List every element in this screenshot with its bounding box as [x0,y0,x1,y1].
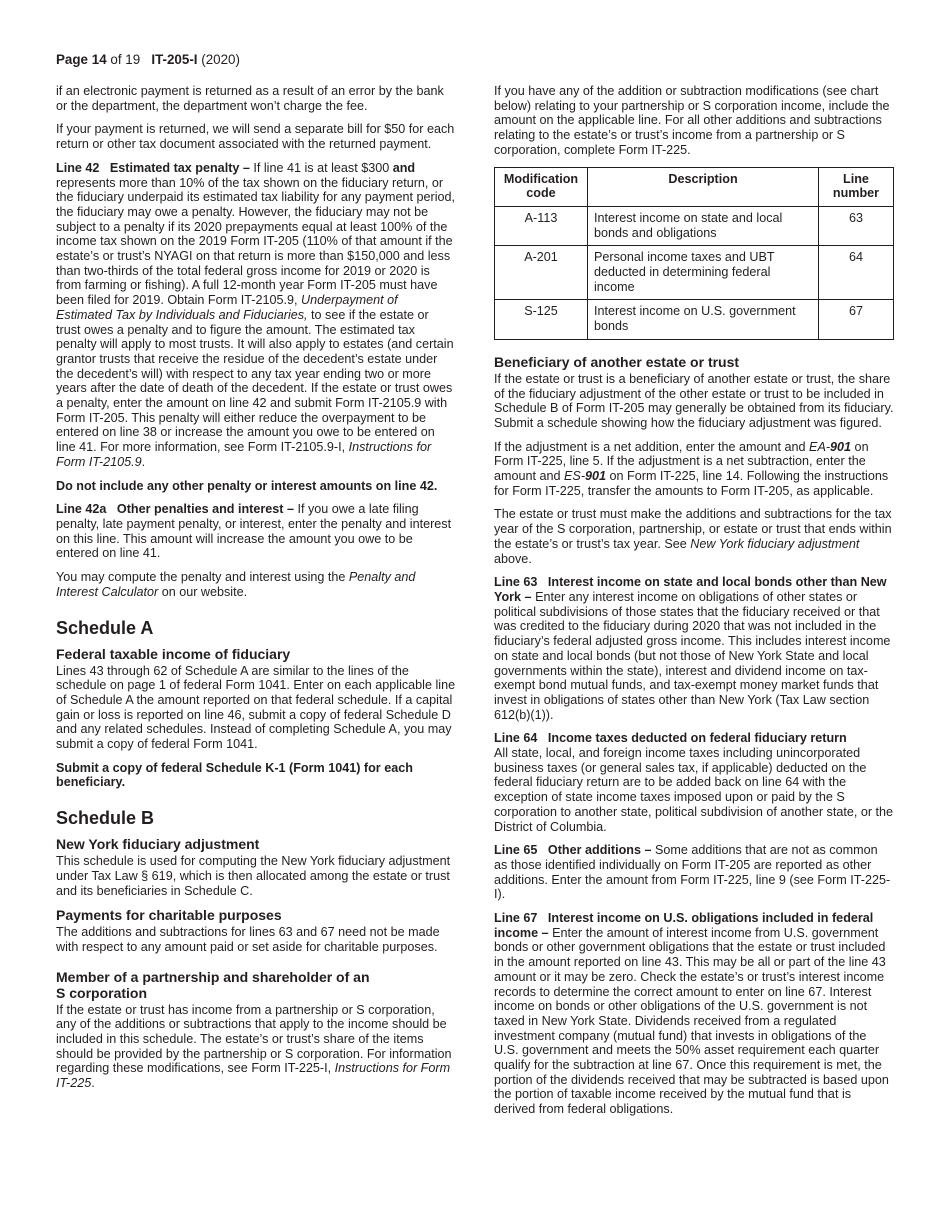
mod-line: 63 [819,206,894,245]
mod-code: S-125 [495,300,588,339]
doc-title: Underpayment of Estimated Tax by Individuals and Fiduciaries, [56,293,398,322]
text: . [141,454,146,469]
cross-reference: New York fiduciary adjustment [690,536,860,551]
line-title: Other additions – [547,843,652,858]
line-64-paragraph [494,731,894,834]
line-label: Line 42 [56,160,100,175]
schedule-a-heading: Schedule A [56,617,154,638]
text: The estate or trust must make the additions and subtractions for the tax year of the S corporation, partnership, or estate or trust that ends within the estate’s or trust’s tax year. See [494,507,892,551]
mod-code: A-113 [495,206,588,245]
code-number: 901 [585,469,607,484]
subheading-line: S corporation [56,984,148,1001]
paragraph: If the estate or trust is a beneficiary of another estate or trust, the share of the fiduciary adjustment of the other estate or trust to be included in Schedule B of Form IT-205 may generally be obtained from its fiduciary. Submit a schedule showing how the fiduciary adjustment was figured. [494,371,894,430]
column-header: Line number [819,167,894,206]
line-63-paragraph [494,575,894,722]
notice-text: Do not include any other penalty or interest amounts on line 42. [56,478,438,493]
text: on our website. [158,584,248,599]
line-67-paragraph [494,911,894,1117]
paragraph: If your payment is returned, we will send a separate bill for $50 for each return or other tax document associated with the returned payment. [56,122,455,152]
line-label: Line 63 [494,575,538,590]
text: Enter any interest income on obligations of other states or political subdivisions of those states that the fiduciary received or that was credited to the fiduciary during 2020 that was not included in the fiduciary’s federal adjusted gross income. This includes interest income on state and local bonds (but not those of New York State and local governments within the state), interest and dividend income on tax-exempt bond mutual funds, and tax-exempt money market funds that invest in obligations of states other than New York (Tax Law section 612(b)(1)). [494,589,891,722]
text: to see if the estate or trust owes a penalty and to figure the amount. The estimated tax penalty will apply to most trusts. It will also apply to estates (and certain grantor trusts that receive the residue of the decedent’s estate under the decedent’s will) with respect to any tax year ending two or more years after the date of death of the decedent. If the estate or trust owes a penalty, enter the amount on line 42 and submit Form IT-2105.9 with Form IT-205. This penalty will either reduce the overpayment to be entered on line 38 or increase the amount you owe to be entered on line 41. For more information, see Form IT-2105.9-I, [56,307,454,455]
text: You may compute the penalty and interest using the [56,570,349,585]
code-prefix: ES- [564,469,586,484]
left-column [56,84,456,1100]
line-label: Line 42a [56,502,107,517]
text: on Form IT-225, line 5. If the adjustment is a net subtraction, enter the amount and [494,439,869,484]
text: If the adjustment is a net addition, enter the amount and [494,439,810,454]
mod-description: Personal income taxes and UBT deducted in determining federal income [588,246,819,300]
subheading: New York fiduciary adjustment [56,836,260,853]
mod-description: Interest income on U.S. government bonds [588,300,819,339]
mod-code: A-201 [495,246,588,300]
bold-notice [56,479,456,494]
table-row [495,206,894,245]
line-title: Other penalties and interest – [116,502,294,517]
paragraph [56,570,456,599]
page-total: of 19 [110,52,141,67]
line-42a-paragraph [56,502,456,561]
text: If you owe a late filing penalty, late payment penalty, or interest, enter the penalty and interest on this line. This amount will increase the amount you owe to be entered on line 41. [56,502,452,561]
right-column [494,84,894,1126]
notice-text: Submit a copy of federal Schedule K-1 (Form 1041) for each beneficiary. [56,760,413,790]
subheading: Beneficiary of another estate or trust [494,353,740,370]
subheading-line: Member of a partnership and shareholder of an [56,968,370,985]
doc-title: Instructions for Form IT-225 [56,1061,451,1091]
paragraph [494,507,894,566]
line-title: Income taxes deducted on federal fiduciary return [547,731,847,746]
form-year: (2020) [201,52,240,67]
line-65-paragraph [494,843,894,902]
text: above. [494,551,532,566]
text: represents more than 10% of the tax shown on the fiduciary return, or the fiduciary underpaid its estimated tax liability for any payment period, the fiduciary may owe a penalty. However, the fiduciary may not be subject to a penalty if its 2020 prepayments equal at least 100% of the income tax shown on the 2019 Form IT-205 (110% of that amount if the estate’s or trust’s NYAGI on that return is more than $150,000 and less than two-thirds of the total federal gross income for 2019 or 2020 is from farming or fishing). A full 12-month year Form IT-205 must have been filed for 2019. Obtain Form IT-2105.9, [56,175,456,308]
text: Enter the amount of interest income from U.S. government bonds or other government obligations that the estate or trust included in the amount reported on line 43. This may be all or part of the line 43 amount or it may be zero. Check the estate’s or trust’s interest income records to determine the correct amount to enter on line 67. Interest income on bonds or other obligations of the U.S. government is not taxed in New York State. Dividends received from a regulated investment company (mutual fund) that invests in obligations of the U.S. government and meets the 50% asset requirement each quarter qualify for the subtraction at line 67. Once this requirement is met, the portion of the dividends received that may be subtracted is based upon the portion of taxable income received by the mutual fund that is derived from federal obligations. [494,925,889,1117]
mod-description: Interest income on state and local bonds and obligations [588,206,819,245]
line-42-paragraph [56,161,456,470]
line-title: Estimated tax penalty – [109,160,250,175]
modification-table [494,167,894,340]
text: If line 41 is at least $300 [249,160,393,175]
mod-line: 67 [819,300,894,339]
form-id: IT-205-I [151,52,198,67]
paragraph [494,440,894,499]
paragraph: If you have any of the addition or subtraction modifications (see chart below) relating to your partnership or S corporation income, include the amount on the applicable line. For all other additions and subtractions relating to the estate’s or trust’s income from a partnership or S corporation, complete Form IT-225. [494,84,890,157]
tool-name: Penalty and Interest Calculator [56,570,416,599]
table-header-row [495,167,894,206]
line-label: Line 67 [494,911,538,926]
paragraph: The additions and subtractions for lines 63 and 67 need not be made with respect to any amount paid or set aside for charitable purposes. [56,925,440,954]
page-word: Page [56,52,89,67]
table-row [495,246,894,300]
code-number: 901 [830,439,852,454]
paragraph: This schedule is used for computing the New York fiduciary adjustment under Tax Law § 619, which is then allocated among the estate or trust and its beneficiaries in Schedule C. [56,854,451,898]
code-prefix: EA- [809,439,831,454]
emphasis: and [392,160,416,175]
subheading: Payments for charitable purposes [56,907,282,924]
line-label: Line 65 [494,843,538,858]
text: Some additions that are not as common as those identified individually on Form IT-205 are reported as other additions. Enter the amount from Form IT-225, line 9 (see Form IT-225-I). [494,843,891,902]
mod-line: 64 [819,246,894,300]
subheading [56,969,456,1001]
schedule-b-heading: Schedule B [56,808,155,829]
column-header: Modification code [495,167,588,206]
text: . [91,1076,95,1091]
doc-title: Instructions for Form IT-2105.9 [56,440,432,469]
column-header: Description [588,167,819,206]
text: All state, local, and foreign income taxes including unincorporated business taxes (or general sales tax, if applicable) deducted on the federal fiduciary return are to be added back on line 64 with the exception of state income taxes imposed upon or paid by the S corporation to another state, political subdivision of another state, or the District of Columbia. [494,746,894,834]
page-number: 14 [91,52,107,67]
subheading: Federal taxable income of fiduciary [56,645,291,662]
text: on Form IT-225, line 14. Following the instructions for Form IT-225, transfer the amounts to Form IT-205, as applicable. [494,469,889,498]
page-header [56,52,240,67]
paragraph: if an electronic payment is returned as a result of an error by the bank or the department, the department won’t charge the fee. [56,84,444,113]
paragraph: Lines 43 through 62 of Schedule A are similar to the lines of the schedule on page 1 of federal Form 1041. Enter on each applicable line of Schedule A the amount reported on that federal schedule. If a capital gain or loss is reported on line 46, submit a copy of federal Schedule D and any related schedules. Instead of completing Schedule A, you may submit a copy of federal Form 1041. [56,663,456,752]
text: If the estate or trust has income from a partnership or S corporation, any of the additions or subtractions that apply to the income should be included in this schedule. The estate’s or trust’s share of the items should be provided by the partnership or S corporation. For information regarding these modifications, see Form IT-225-I, [56,1002,452,1076]
line-label: Line 64 [494,731,538,746]
bold-notice [56,761,456,790]
line-title: Interest income on state and local bonds other than New York – [494,575,887,604]
line-title: Interest income on U.S. obligations included in federal income – [494,911,874,940]
paragraph [56,1003,456,1091]
table-row [495,300,894,339]
